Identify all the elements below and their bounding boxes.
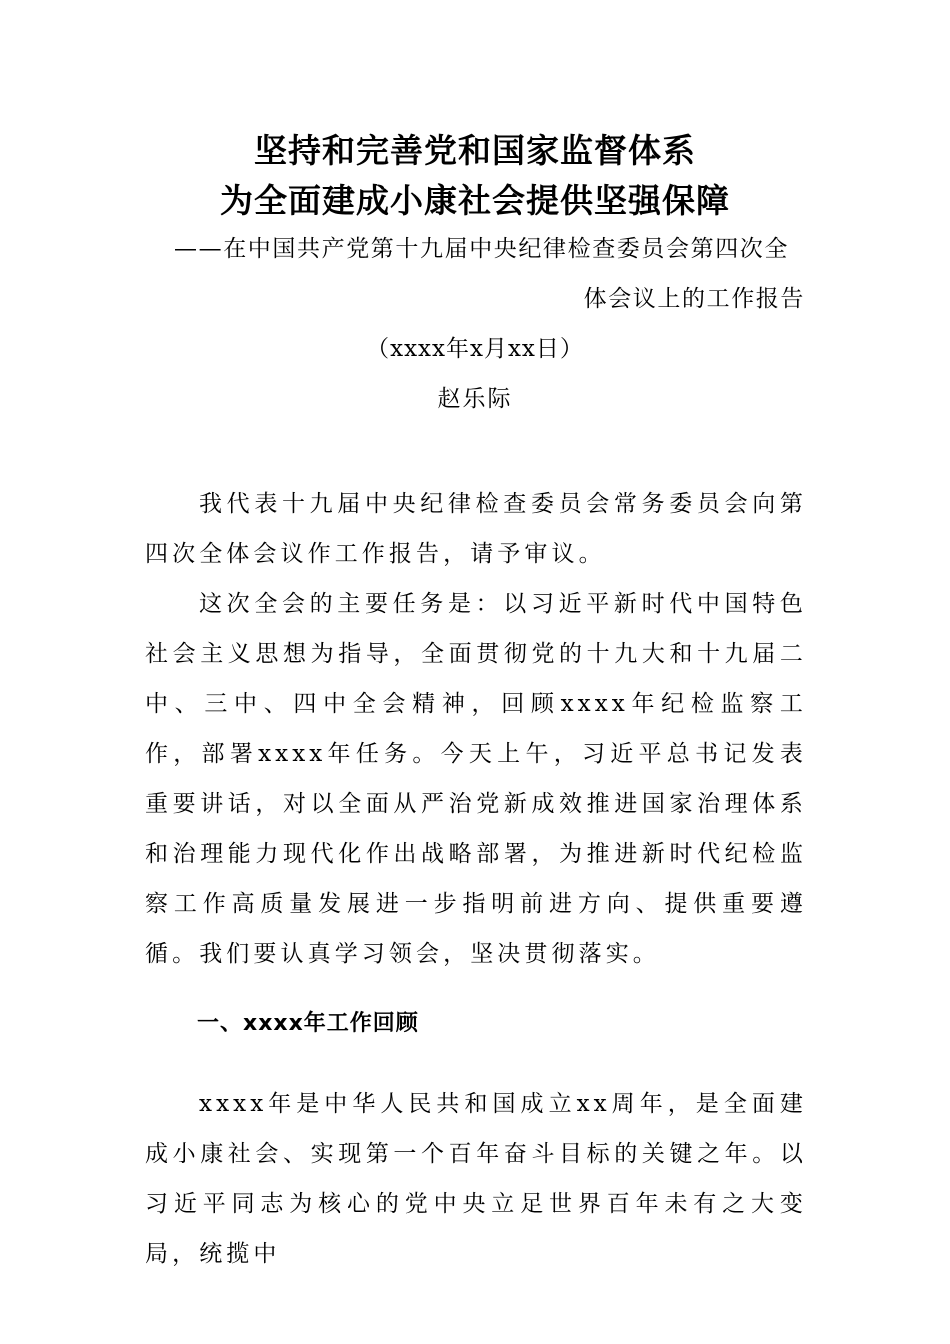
section-heading: 一、xxxx年工作回顾 [197,1011,419,1036]
document-subtitle-line-2: 体会议上的工作报告 [583,286,805,312]
body-paragraph-1: 我代表十九届中央纪律检查委员会常务委员会向第四次全体会议作工作报告，请予审议。 [145,491,807,567]
section-paragraph: xxxx年是中华人民共和国成立xx周年，是全面建成小康社会、实现第一个百年奋斗目标的关键之年。以习近平同志为核心的党中央立足世界百年未有之大变局，统揽中 [145,1091,807,1267]
document-title-line-2: 为全面建成小康社会提供坚强保障 [220,181,730,220]
document-subtitle-line-1: ——在中国共产党第十九届中央纪律检查委员会第四次全 [174,236,789,262]
document-date: （xxxx年x月xx日） [366,336,584,362]
document-author: 赵乐际 [437,386,513,412]
document-title-line-1: 坚持和完善党和国家监督体系 [254,131,696,170]
body-paragraph-2: 这次全会的主要任务是：以习近平新时代中国特色社会主义思想为指导，全面贯彻党的十九大和十九届二中、三中、四中全会精神，回顾xxxx年纪检监察工作，部署xxxx年任务。今天上午，习近平总书记发表重要讲话，对以全面从严治党新成效推进国家治理体系和治理能力现代化作出战略部署，为推进新时代纪检监察工作高质量发展进一步指明前进方向、提供重要遵循。我们要认真学习领会，坚决贯彻落实。 [145,591,807,967]
